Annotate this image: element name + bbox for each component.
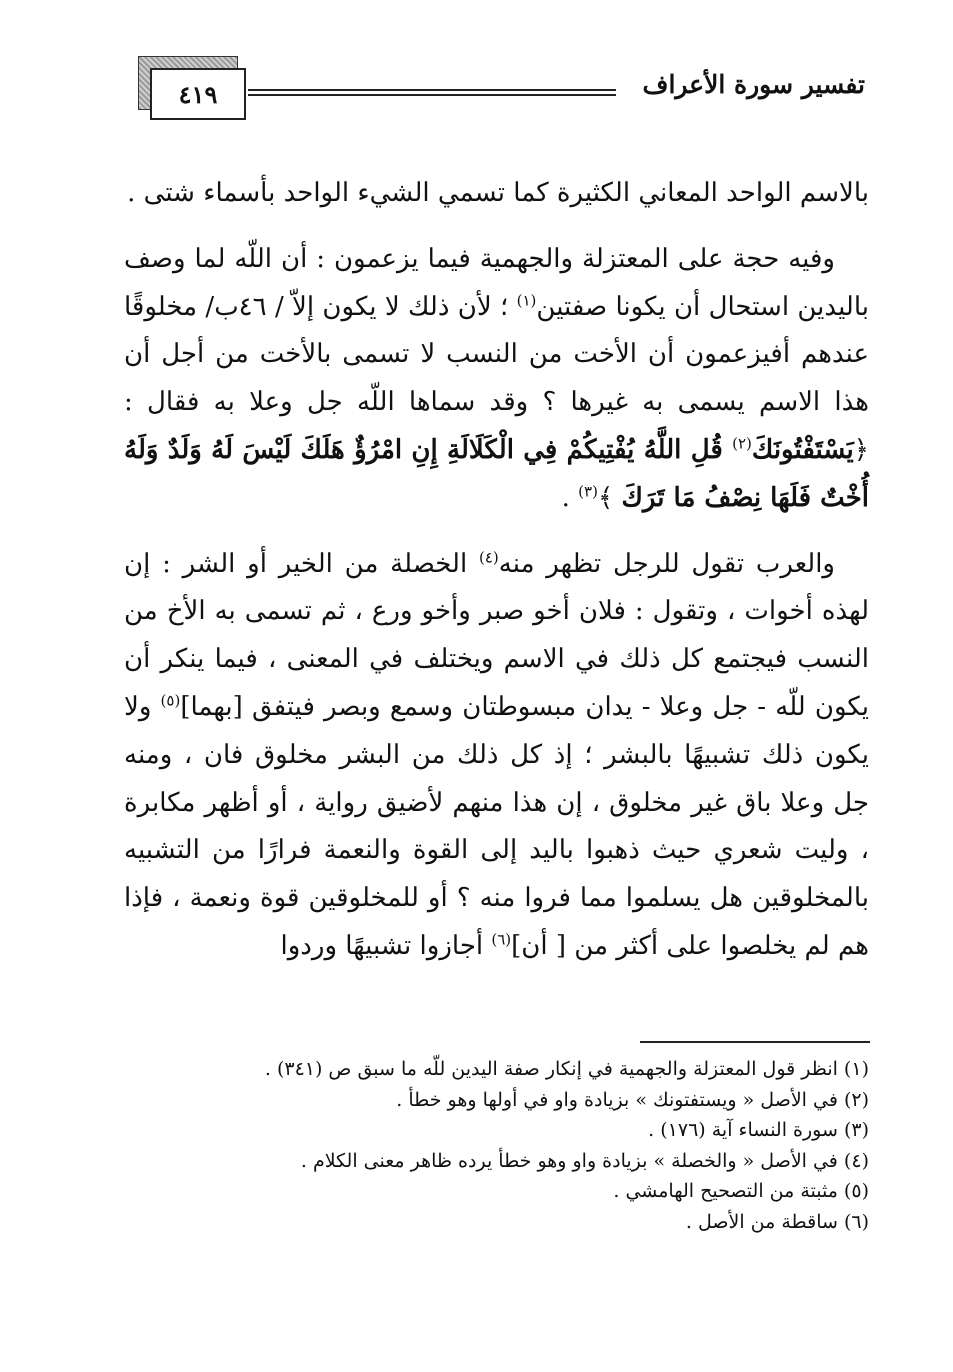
main-text [124, 170, 869, 971]
quran-verse: قُلِ اللَّهُ يُفْتِيكُمْ فِي الْكَلَالَةِ إِنِ امْرُؤٌ هَلَكَ لَيْسَ لَهُ وَلَدٌ وَلَهُ أُخْتٌ فَلَهَا نِصْفُ مَا تَرَكَ [124, 434, 869, 513]
footnotes [124, 1054, 869, 1238]
paragraph-3 [124, 541, 869, 971]
quran-close-bracket: ﴾ [597, 482, 622, 513]
footnote-4: (٤) في الأصل « والخصلة » بزيادة واو وهو خطأ يرده ظاهر معنى الكلام . [300, 1149, 869, 1172]
footnote-ref-1[interactable]: (١) [516, 290, 537, 309]
footnote-2: (٢) في الأصل « ويستفتونك » بزيادة واو في أولها وهو خطأ . [396, 1088, 869, 1111]
paragraph-3-text-d: أجازوا تشبيهًا وردوا [280, 930, 492, 961]
footnote-6: (٦) ساقطة من الأصل . [685, 1210, 869, 1233]
paragraph-2 [124, 236, 869, 523]
header-rule [248, 89, 616, 96]
footnote-3: (٣) سورة النساء آية (١٧٦) . [648, 1119, 869, 1142]
footnote-ref-5[interactable]: (٥) [160, 691, 181, 710]
footnote-ref-3[interactable]: (٣) [578, 482, 598, 501]
paragraph-2-end: . [561, 482, 579, 513]
paragraph-3-text-b: الخصلة من الخير أو الشر : إن لهذه أخوات ، وتقول : فلان أخو صبر وأخو ورع ، ثم تسمى به الأخ من النسب فيجتمع كل ذلك في الاسم ويختلف في المعنى ، فيما ينكر أن يكون للّه - جل وعلا - يدان مبسوطتان وسمع وبصر فيتفق [بهما] [124, 548, 869, 722]
footnote-ref-4[interactable]: (٤) [479, 547, 499, 566]
paragraph-2-text-a: وفيه حجة على المعتزلة والجهمية فيما يزعمون : أن اللّه لما وصف باليدين استحال أن يكونا صفتين [124, 243, 869, 322]
footnote-5: (٥) مثبتة من التصحيح الهامشي . [613, 1180, 869, 1203]
page-number: ٤١٩ [150, 68, 246, 120]
paragraph-2-text-b: ؛ لأن ذلك لا يكون إلاّ / ٤٦ب/ مخلوقًا عندهم أفيزعمون أن الأخت من النسب لا تسمى بالأخت من أجل أن هذا الاسم يسمى به غيرها ؟ وقد سماها اللّه جل وعلا به فقال : ﴿ [124, 291, 869, 465]
paragraph-1-text: بالاسم الواحد المعاني الكثيرة كما تسمي الشيء الواحد بأسماء شتى . [127, 178, 869, 208]
footnote-ref-6[interactable]: (٦) [491, 930, 512, 949]
quran-verse-word: يَسْتَفْتُونَكَ [751, 434, 854, 465]
paragraph-3-text-a: والعرب تقول للرجل تظهر منه [498, 548, 835, 579]
footnote-1: (١) انظر قول المعتزلة والجهمية في إنكار صفة اليدين للّه ما سبق ص (٣٤١) . [264, 1058, 869, 1080]
paragraph-1 [124, 170, 869, 218]
footnote-ref-2[interactable]: (٢) [732, 434, 752, 453]
footnote-separator [640, 1041, 870, 1043]
running-title: تفسير سورة الأعراف [642, 70, 865, 99]
paragraph-3-text-c: ولا يكون ذلك تشبيهًا بالبشر ؛ إذ كل ذلك من البشر مخلوق فان ، ومنه جل وعلا باق غير مخلوق ، إن هذا منهم لأضيق رواية ، أو أظهر مكابرة ، وليت شعري حيث ذهبوا باليد إلى القوة والنعمة فرارًا من التشبيه بالمخلوقين هل يسلموا مما فروا منه ؟ أو للمخلوقين قوة ونعمة ، فإذا هم لم يخلصوا على أكثر من [ أن] [124, 691, 869, 961]
